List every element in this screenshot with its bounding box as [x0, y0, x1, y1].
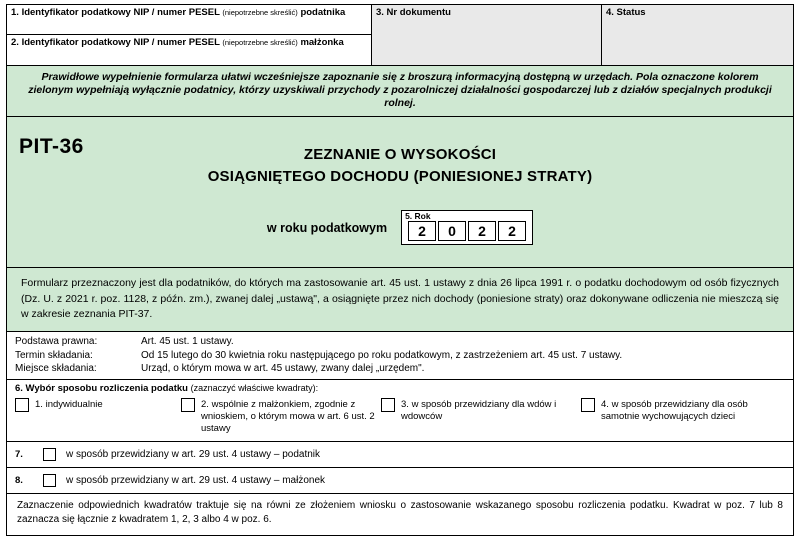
field-2-number: 2.	[11, 37, 19, 48]
taxpayer-identifier-column	[6, 4, 372, 66]
field-1-number: 1.	[11, 7, 19, 18]
legal-row	[7, 362, 793, 376]
submission-place-key: Miejsce składania:	[15, 363, 97, 375]
legal-row	[7, 335, 793, 349]
notice-text: Prawidłowe wypełnienie formularza ułatwi wcześniejsze zapoznanie się z broszurą informacyjną dostępną w urzędach. Pola oznaczone kolorem zielonym wypełniają wyłącznie podatnicy, którzy uzyskiwali przychody z pozarolniczej działalności gospodarczej lub z działów specjalnych produkcji rolnej.	[28, 71, 772, 110]
field-2-hint: (niepotrzebne skreślić)	[222, 38, 298, 47]
option-single-parent[interactable]	[581, 398, 785, 436]
item-7-row[interactable]	[6, 442, 794, 468]
field-nip-pesel-taxpayer[interactable]	[6, 4, 372, 35]
option-4-number: 4.	[601, 398, 609, 410]
field-document-number[interactable]	[372, 4, 602, 66]
section-6-settlement-method	[6, 380, 794, 442]
checkbox-item-7[interactable]	[43, 448, 56, 461]
checkbox-option-2[interactable]	[181, 398, 195, 412]
form-code: PIT-36	[19, 135, 84, 159]
option-2-label: wspólnie z małżonkiem, zgodnie z wnioskiem, o którym mowa w art. 6 ust. 2 ustawy	[201, 398, 375, 435]
field-document-number-label: 3. Nr dokumentu	[376, 7, 451, 18]
legal-basis-block	[6, 332, 794, 380]
field-tax-year-caption: 5. Rok	[405, 210, 431, 221]
section-6-title: 6. Wybór sposobu rozliczenia podatku	[15, 382, 188, 394]
tax-year-digits	[402, 221, 532, 244]
form-title-line-1: ZEZNANIE O WYSOKOŚCI	[303, 146, 497, 164]
year-digit-4: 2	[498, 221, 526, 241]
field-1-tail: podatnika	[300, 7, 346, 18]
identifier-row	[6, 4, 794, 66]
field-status-label: 4. Status	[606, 7, 646, 18]
option-individual[interactable]	[15, 398, 181, 436]
option-1-text	[35, 398, 103, 411]
checkbox-option-4[interactable]	[581, 398, 595, 412]
option-4-label: w sposób przewidziany dla osób samotnie wychowujących dzieci	[601, 398, 748, 422]
item-7-label: w sposób przewidziany w art. 29 ust. 4 ustawy – podatnik	[66, 448, 321, 460]
year-digit-1: 2	[408, 221, 436, 241]
section-6-header	[15, 383, 785, 394]
field-2-label: Identyfikator podatkowy NIP / numer PESEL	[21, 37, 220, 48]
legal-row	[7, 349, 793, 363]
tax-year-label: w roku podatkowym	[266, 220, 388, 235]
section-6-hint: (zaznaczyć właściwe kwadraty):	[190, 382, 319, 393]
item-8-number: 8.	[15, 474, 23, 486]
field-tax-year[interactable]	[401, 210, 533, 245]
option-3-text	[401, 398, 581, 424]
section-6-options	[15, 398, 785, 436]
form-title	[7, 117, 793, 188]
option-1-label: indywidualnie	[45, 398, 103, 410]
option-joint-with-spouse[interactable]	[181, 398, 381, 436]
option-3-label: w sposób przewidziany dla wdów i wdowców	[401, 398, 557, 422]
field-1-label: Identyfikator podatkowy NIP / numer PESEL	[21, 7, 220, 18]
field-1-hint: (niepotrzebne skreślić)	[222, 8, 298, 17]
form-scope-paragraph: Formularz przeznaczony jest dla podatników, do których ma zastosowanie art. 45 ust. 1 ustawy z dnia 26 lipca 1991 r. o podatku dochodowym od osób fizycznych (Dz. U. z 2021 r. poz. 1128, z późn. zm.), zwanej dalej „ustawą", a osiągnięte przez nich dochody (poniesione straty) oraz dokonywane odliczenia nie mieszczą się w zakresie zeznania PIT-37.	[7, 267, 793, 331]
option-1-number: 1.	[35, 398, 43, 410]
checkbox-option-1[interactable]	[15, 398, 29, 412]
field-status[interactable]	[602, 4, 794, 66]
option-widow-widower[interactable]	[381, 398, 581, 436]
field-nip-pesel-spouse-label	[11, 38, 367, 49]
footer-note: Zaznaczenie odpowiednich kwadratów traktuje się na równi ze złożeniem wniosku o zastosowanie wskazanego sposobu rozliczenia podatku. Kwadrat w poz. 7 lub 8 zaznacza się łącznie z kwadratem 1, 2, 3 albo 4 w poz. 6.	[6, 494, 794, 536]
option-2-number: 2.	[201, 398, 209, 410]
option-4-text	[601, 398, 785, 424]
form-title-area	[7, 116, 793, 267]
option-2-text	[201, 398, 381, 436]
item-7-number: 7.	[15, 448, 23, 460]
option-3-number: 3.	[401, 398, 409, 410]
item-8-row[interactable]	[6, 468, 794, 494]
submission-deadline-value: Od 15 lutego do 30 kwietnia roku następującego po roku podatkowym, z zastrzeżeniem art. 45 ust. 7 ustawy.	[141, 349, 623, 361]
field-nip-pesel-spouse[interactable]	[6, 35, 372, 66]
year-digit-3: 2	[468, 221, 496, 241]
legal-basis-key: Podstawa prawna:	[15, 336, 98, 348]
checkbox-item-8[interactable]	[43, 474, 56, 487]
submission-place-value: Urząd, o którym mowa w art. 45 ustawy, zwany dalej „urzędem".	[141, 363, 425, 375]
legal-basis-value: Art. 45 ust. 1 ustawy.	[141, 336, 234, 348]
submission-deadline-key: Termin składania:	[15, 349, 93, 361]
field-2-tail: małżonka	[300, 37, 344, 48]
item-8-label: w sposób przewidziany w art. 29 ust. 4 ustawy – małżonek	[66, 474, 326, 486]
year-digit-2: 0	[438, 221, 466, 241]
field-nip-pesel-taxpayer-label	[11, 8, 367, 19]
tax-year-line	[7, 210, 793, 245]
form-title-line-2: OSIĄGNIĘTEGO DOCHODU (PONIESIONEJ STRATY)	[207, 168, 593, 186]
green-info-block	[6, 66, 794, 332]
checkbox-option-3[interactable]	[381, 398, 395, 412]
